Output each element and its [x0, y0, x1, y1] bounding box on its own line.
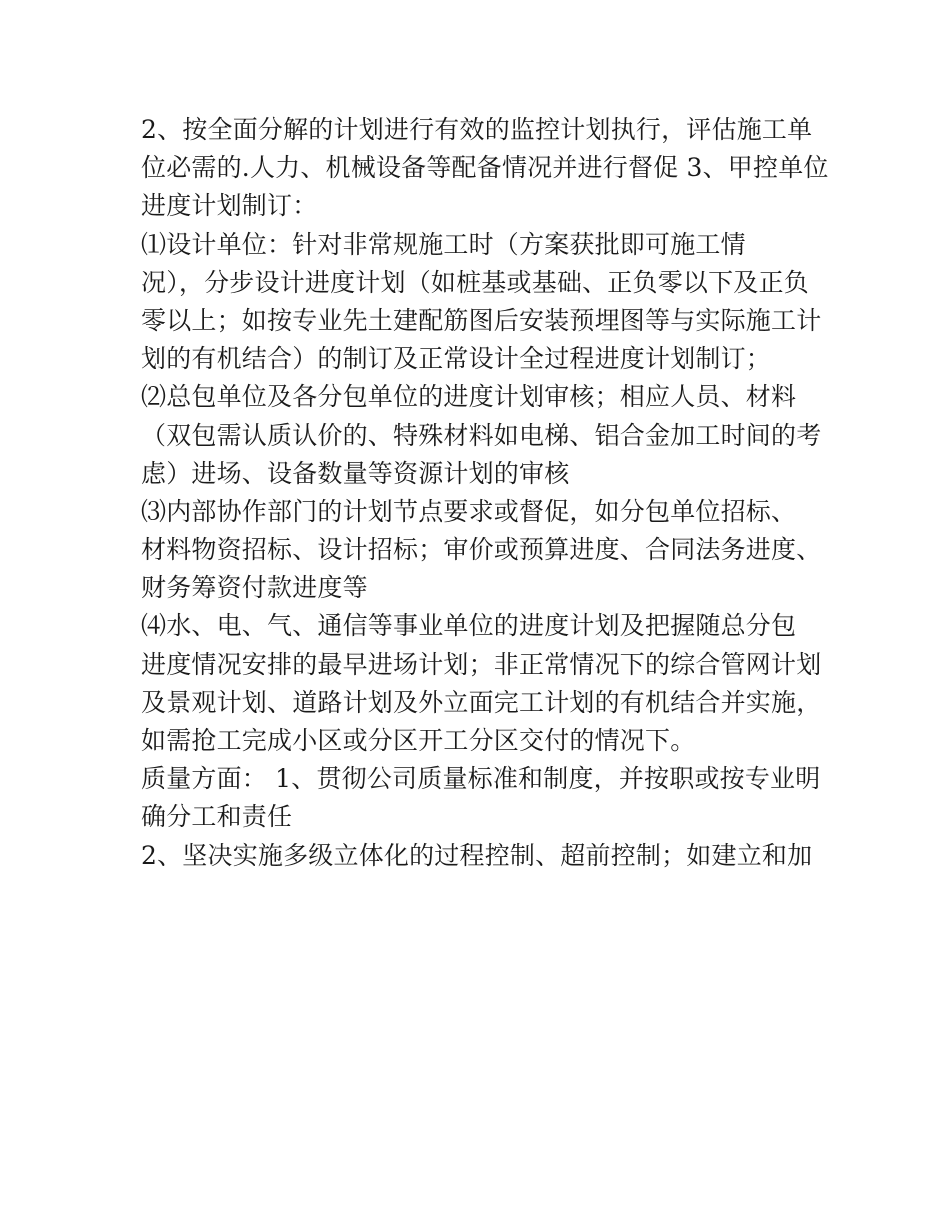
text-line: （双包需认质认价的、特殊材料如电梯、铝合金加工时间的考	[141, 420, 822, 450]
text-line: ⑵总包单位及各分包单位的进度计划审核；相应人员、材料	[141, 382, 797, 412]
text-line: 虑）进场、设备数量等资源计划的审核	[141, 458, 570, 488]
text-line: 确分工和责任	[141, 802, 293, 832]
text-line: 进度情况安排的最早进场计划；非正常情况下的综合管网计划	[141, 649, 822, 679]
text-line: 2、按全面分解的计划进行有效的监控计划执行，评估施工单	[141, 115, 813, 144]
text-line: 划的有机结合）的制订及正常设计全过程进度计划制订；	[141, 344, 772, 374]
text-line: 材料物资招标、设计招标；审价或预算进度、合同法务进度、	[141, 535, 822, 565]
text-line: 位必需的.人力、机械设备等配备情况并进行督促 3、甲控单位	[141, 153, 829, 183]
text-line: 财务筹资付款进度等	[141, 573, 368, 603]
text-line: 况），分步设计进度计划（如桩基或基础、正负零以下及正负	[141, 267, 809, 297]
body-text	[141, 111, 829, 875]
text-line: ⑷水、电、气、通信等事业单位的进度计划及把握随总分包	[141, 611, 797, 641]
text-line: 零以上；如按专业先土建配筋图后安装预埋图等与实际施工计	[141, 305, 822, 335]
text-line: ⑴设计单位：针对非常规施工时（方案获批即可施工情	[141, 229, 746, 259]
text-line: ⑶内部协作部门的计划节点要求或督促，如分包单位招标、	[141, 496, 797, 526]
text-line: 2、坚决实施多级立体化的过程控制、超前控制；如建立和加	[141, 840, 813, 870]
text-line: 如需抢工完成小区或分区开工分区交付的情况下。	[141, 726, 696, 755]
text-line: 及景观计划、道路计划及外立面完工计划的有机结合并实施，	[141, 687, 822, 717]
text-line: 进度计划制订：	[141, 191, 318, 221]
text-line: 质量方面： 1、贯彻公司质量标准和制度，并按职或按专业明	[141, 764, 821, 794]
